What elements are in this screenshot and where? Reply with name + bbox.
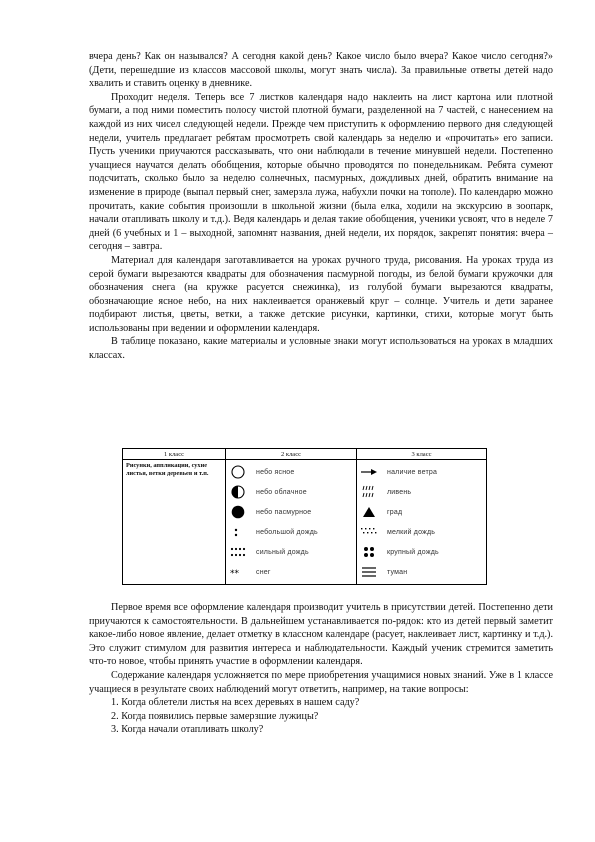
list-item: небо пасмурное (228, 502, 356, 522)
list-item: мелкий дождь (359, 522, 486, 542)
list-item: крупный дождь (359, 542, 486, 562)
snow-icon (228, 564, 248, 580)
drizzle-icon (359, 524, 379, 540)
list-item: 1. Когда облетели листья на всех деревьях в нашем саду? (111, 697, 360, 709)
table-header: 3 класс (357, 449, 487, 460)
table-cell: Рисунки, аппликации, сухие листья, ветки деревьев и т.п. (123, 460, 226, 585)
list-item: небо ясное (228, 462, 356, 482)
large-rain-icon (359, 544, 379, 560)
wind-arrow-icon (359, 464, 379, 480)
question-list (89, 696, 553, 737)
document-page (89, 50, 553, 363)
paragraph: вчера день? Как он назывался? А сегодня какой день? Какое число было вчера? Какое число сегодня?» (Дети, перешедшие из классов массовой школы, могут знать числа). За правильные ответы детей надо хвалить и ставить оценку в дневнике. (89, 51, 553, 90)
list-item: небо облачное (228, 482, 356, 502)
document-page-bottom (89, 601, 553, 737)
svg-text:**: ** (230, 569, 239, 579)
paragraph: Проходит неделя. Теперь все 7 листков календаря надо наклеить на лист картона или плотной бумаги, а под ними поместить полосу чистой плотной бумаги, разделенной на 7 частей, с нанесением на каждой из них чисел следующей недели. Прежде чем приступить к оформлению первого дня следующей недели, учитель предлагает ребятам просмотреть свой календарь за неделю и «прочитать» его записи. Пусть ученики приучаются рассказывать, что они наблюдали в течение минувшей недели. Постепенно учащиеся научатся делать обобщения, которые обычно проводятся по понедельникам. Ребята сумеют подсчитать, сколько было за неделю солнечных, пасмурных, дождливых дней, обратить внимание на изменение в природе (выпал первый снег, замерзла лужа, набухли почки на тополе). По календарю можно прочитать, какие события произошли в школьной жизни (была елка, ходили на экскурсию в зоопарк, начали отапливать школу и т.д.). Ведя календарь и делая такие обобщения, ученики усвоят, что в неделе 7 дней (6 учебных и 1 – выходной, запомнят названия, дней недели, их порядок, закрепят понятия: вчера – сегодня – завтра. (89, 91, 553, 253)
list-item: небольшой дождь (228, 522, 356, 542)
heavy-rain-icon (228, 544, 248, 560)
symbols-table (122, 448, 486, 585)
list-item: град (359, 502, 486, 522)
small-rain-icon (228, 524, 248, 540)
list-item: ** снег (228, 562, 356, 582)
fog-icon (359, 564, 379, 580)
paragraph: Первое время все оформление календаря производит учитель в присутствии детей. Постепенно дети приучаются к самостоятельности. В дальнейшем устанавливается по-рядок: кто из детей первый заметит какое-либо новое явление, делает отметку в классном календаре (расует, наклеивает лист, картинку и т.д.). Это служит стимулом для развития интереса и наблюдательности. Каждый ученик стремится заметить что-то новое, чтобы принять участие в оформлении календаря. (89, 602, 553, 668)
table-header: 2 класс (226, 449, 357, 460)
downpour-icon (359, 484, 379, 500)
table-cell (226, 460, 357, 585)
paragraph: В таблице показано, какие материалы и условные знаки могут использоваться на уроках в младших классах. (89, 336, 553, 362)
circle-half-icon (228, 484, 248, 500)
table-header: 1 класс (123, 449, 226, 460)
list-item: наличие ветра (359, 462, 486, 482)
list-item: 2. Когда появились первые замерзшие лужицы? (111, 710, 319, 722)
hail-triangle-icon (359, 504, 379, 520)
list-item: 3. Когда начали отапливать школу? (111, 724, 264, 736)
paragraph: Содержание календаря усложняется по мере приобретения учащимися новых знаний. Уже в 1 классе учащиеся в результате своих наблюдений могут ответить, например, на такие вопросы: (89, 669, 553, 695)
list-item: ливень (359, 482, 486, 502)
table-cell (357, 460, 487, 585)
circle-empty-icon (228, 464, 248, 480)
list-item: туман (359, 562, 486, 582)
paragraph: Материал для календаря заготавливается на уроках ручного труда, рисования. На уроках труда из серой бумаги вырезаются квадраты для обозначения пасмурной погоды, из белой бумаги кружочки для обозначения снега (на кружке расуется снежинка), из голубой бумаги вырезаются квадраты, обозначающие ясное небо, на них наклеивается оранжевый круг – солнце. Учитель и дети заранее подбирают листья, цветы, ветки, а также детские рисунки, картинки, стихи, которые могут быть использованы при ведении и оформлении календаря. (89, 254, 553, 334)
circle-filled-icon (228, 504, 248, 520)
list-item: сильный дождь (228, 542, 356, 562)
